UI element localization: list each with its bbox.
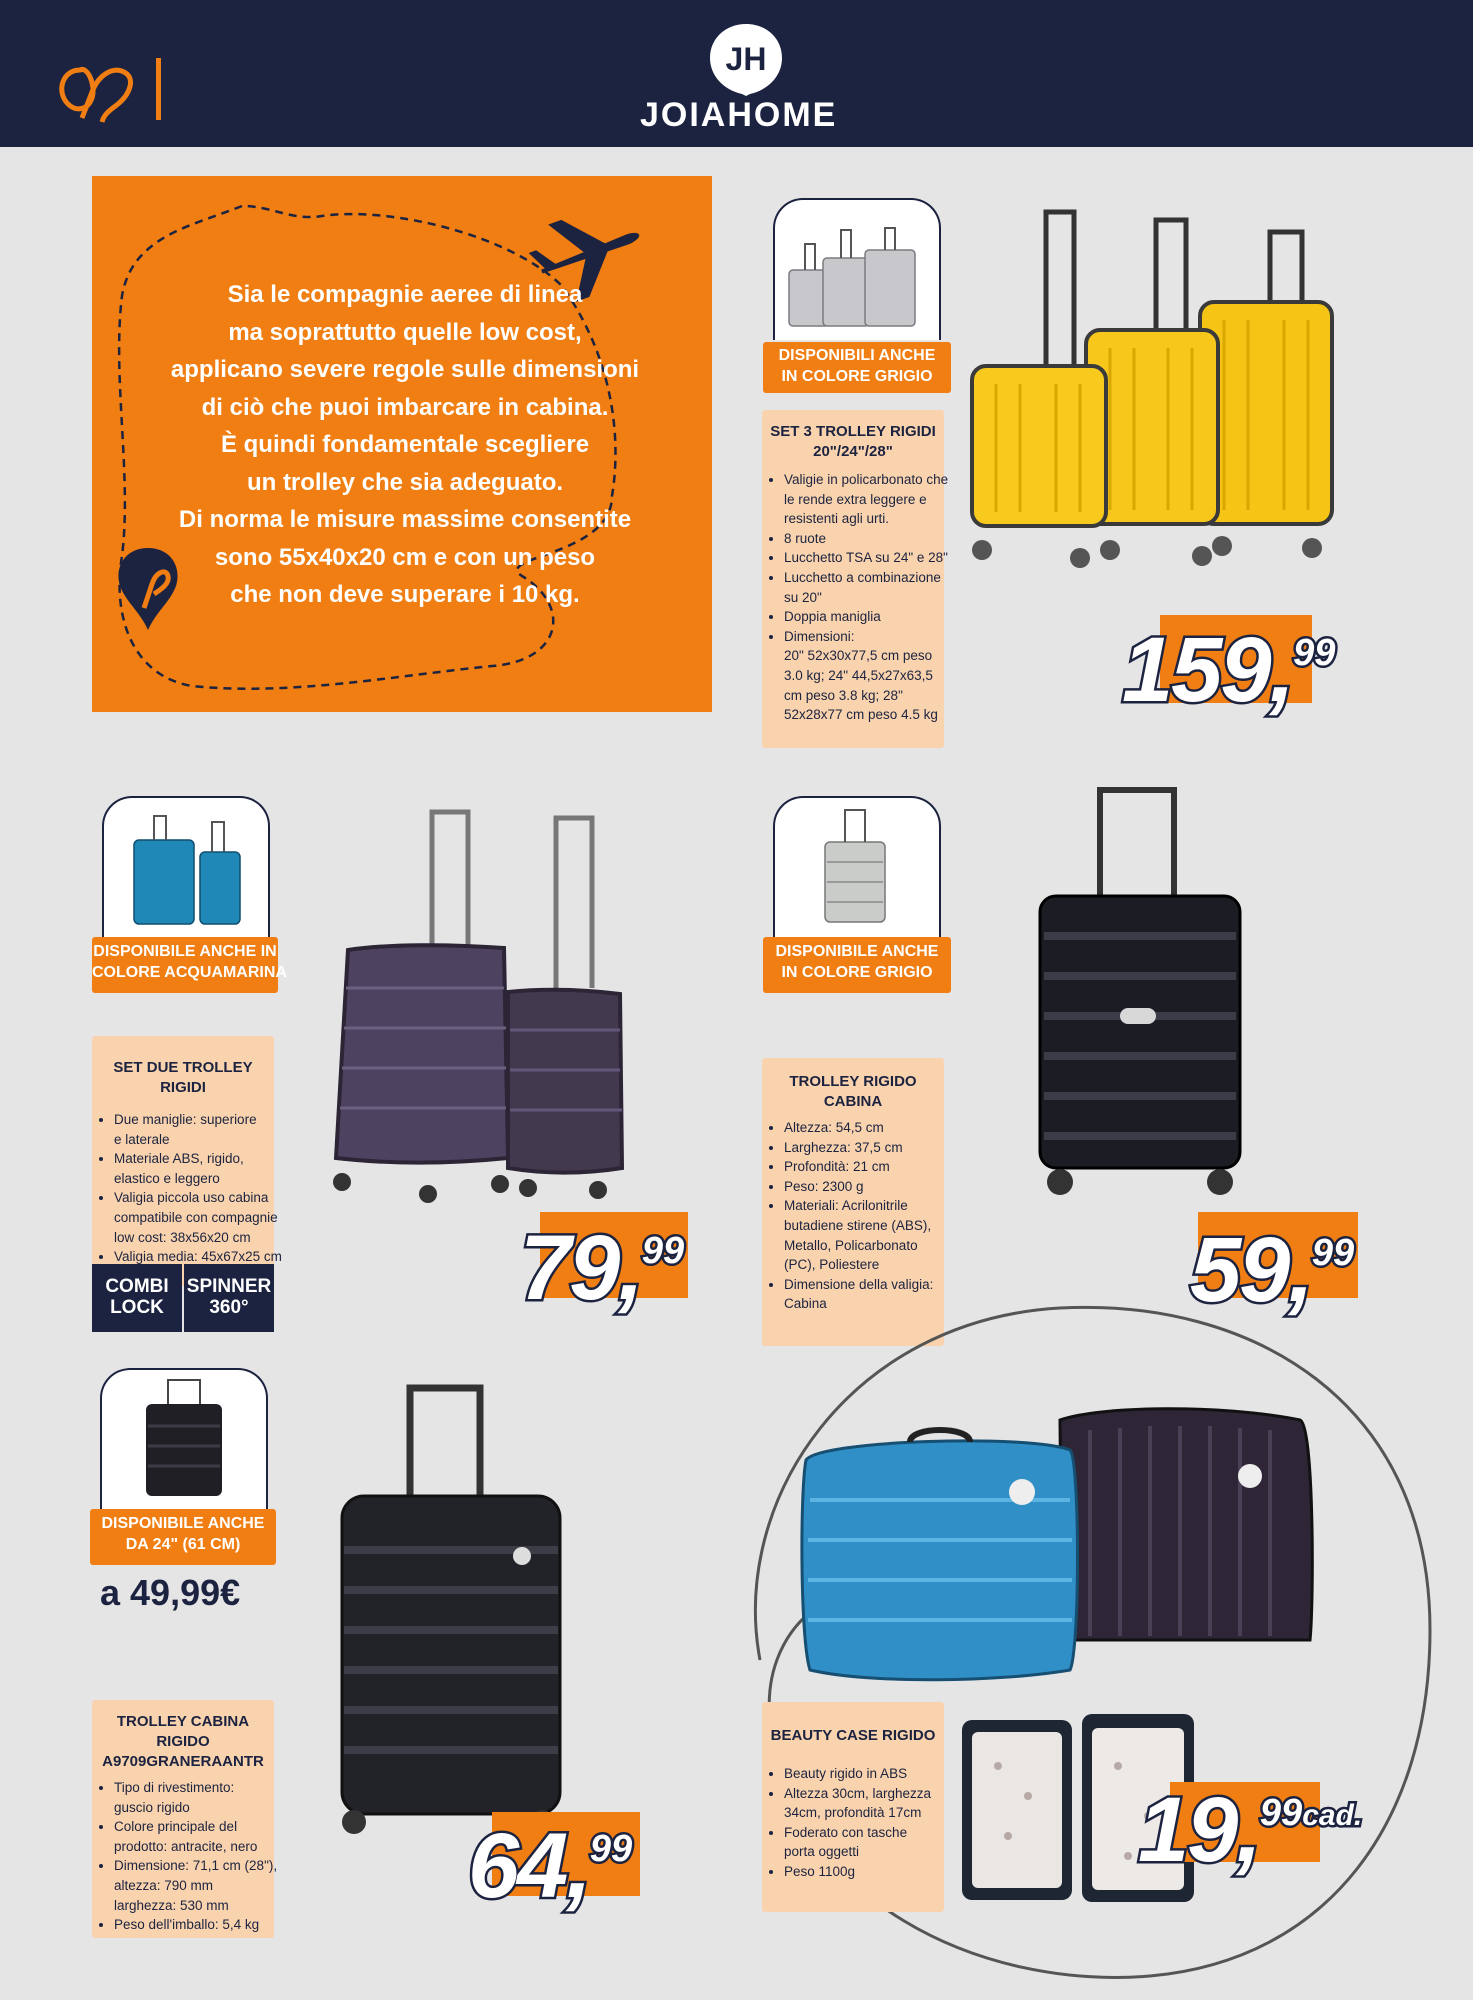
spec-list (762, 1764, 944, 1882)
spec-list (92, 1778, 278, 1935)
badge-spinner: SPINNER 360° (184, 1264, 274, 1332)
spec-line: • Materiale ABS, rigido, (114, 1149, 274, 1169)
spec-title: TROLLEY CABINA RIGIDO (116, 1713, 250, 1750)
spec-line: • Valigie in policarbonato che (784, 470, 944, 490)
spec-line: e laterale (114, 1131, 170, 1147)
spec-line: (PC), Poliestere (784, 1257, 880, 1273)
thumb-set3-grey (773, 198, 941, 340)
promo-line: È quindi fondamentale scegliere (220, 431, 590, 458)
alt-price-a9709: a 49,99€ (100, 1572, 241, 1613)
beauty-case-purple (1060, 1409, 1312, 1640)
spec-line: • Larghezza: 37,5 cm (784, 1138, 944, 1158)
thumb-image (775, 200, 939, 340)
spec-list (92, 1110, 282, 1267)
spec-a9709 (92, 1700, 278, 1938)
spec-line: 20" 52x30x77,5 cm peso (784, 648, 933, 664)
spec-line: 52x28x77 cm peso 4.5 kg (784, 707, 938, 723)
spec-line: porta oggetti (784, 1844, 860, 1860)
spec-line: • Due maniglie: superiore (114, 1110, 274, 1130)
image-set2-purple (328, 808, 628, 1208)
spec-set3 (762, 410, 949, 748)
image-cabina-black (1024, 786, 1244, 1200)
suitcase-small (508, 990, 622, 1173)
promo-line: ma soprattutto quelle low cost, (228, 318, 582, 346)
price-set2: 79,99 (520, 1217, 685, 1319)
spec-line: • Lucchetto TSA su 24" e 28" (784, 548, 944, 568)
spec-line: guscio rigido (114, 1799, 190, 1815)
spec-title: 20"/24"/28" (813, 443, 893, 460)
image-set3-yellow (968, 200, 1368, 580)
beauty-case-blue (802, 1430, 1078, 1680)
location-pin-path-icon (52, 52, 172, 126)
spec-line: altezza: 790 mm (114, 1877, 214, 1893)
thumb-image (775, 798, 939, 938)
spec-line: • Dimensione della valigia: (784, 1275, 944, 1295)
spec-line: Metallo, Policarbonato (784, 1237, 918, 1253)
spec-line: butadiene stirene (ABS), (784, 1217, 932, 1233)
price-cabina: 59,99 (1190, 1219, 1355, 1321)
promo-line: Di norma le misure massime consentite (178, 506, 632, 533)
price-set3: 159,99 (1122, 619, 1336, 721)
spec-line: 3.0 kg; 24" 44,5x27x63,5 (784, 667, 933, 683)
spec-line: cm peso 3.8 kg; 28" (784, 687, 903, 703)
spec-title: SET 3 TROLLEY RIGIDI (770, 423, 936, 440)
spec-line: • Peso 1100g (784, 1862, 944, 1882)
spec-title: A9709GRANERAANTR (102, 1753, 264, 1770)
spec-title: SET DUE TROLLEY RIGIDI (113, 1059, 253, 1096)
spec-line: • Lucchetto a combinazione (784, 568, 944, 588)
spec-line: • Dimensione: 71,1 cm (28"), (114, 1856, 274, 1876)
spec-title: BEAUTY CASE RIGIDO (770, 1727, 936, 1744)
spec-line: le rende extra leggere e (784, 491, 927, 507)
suitcase-small (972, 366, 1106, 526)
spec-line: elastico e leggero (114, 1170, 220, 1186)
feature-badges (92, 1264, 274, 1332)
promo-text (160, 276, 650, 614)
spec-line: resistenti agli urti. (784, 511, 890, 527)
badge-combi-lock: COMBI LOCK (92, 1264, 182, 1332)
spec-line: • Valigia piccola uso cabina (114, 1188, 274, 1208)
promo-line: Sia le compagnie aeree di linea (227, 281, 583, 308)
spec-line: Cabina (784, 1296, 827, 1312)
spec-line: su 20" (784, 589, 822, 605)
spec-title: TROLLEY RIGIDO (789, 1073, 917, 1090)
logo-initials: JH (725, 41, 767, 77)
tag-cabina: DISPONIBILE ANCHE IN COLORE GRIGIO (763, 937, 951, 993)
promo-line: applicano severe regole sulle dimensioni (170, 356, 640, 383)
spec-line: • Altezza: 54,5 cm (784, 1118, 944, 1138)
price-beauty: 19,99cad. (1138, 1779, 1363, 1881)
thumb-image (102, 1370, 266, 1510)
spec-line: 34cm, profondità 17cm (784, 1805, 922, 1821)
image-a9709-black (330, 1380, 570, 1840)
thumb-a9709 (100, 1368, 268, 1510)
spec-line: • Doppia maniglia (784, 607, 944, 627)
spec-list (762, 1118, 944, 1314)
spec-line: low cost: 38x56x20 cm (114, 1229, 251, 1245)
spec-line: • Profondità: 21 cm (784, 1157, 944, 1177)
spec-line: • Valigia media: 45x67x25 cm (114, 1247, 274, 1267)
promo-line: sono 55x40x20 cm e con un peso (214, 543, 596, 571)
spec-line: • Altezza 30cm, larghezza (784, 1784, 944, 1804)
brand-logo-icon (706, 20, 786, 98)
spec-line: • Tipo di rivestimento: (114, 1778, 274, 1798)
promo-line: di ciò che puoi imbarcare in cabina. (201, 393, 609, 421)
spec-list (762, 470, 949, 725)
price-a9709: 64,99 (468, 1815, 633, 1917)
thumb-cabina-grey (773, 796, 941, 938)
spec-line: • Foderato con tasche (784, 1823, 944, 1843)
tag-a9709: DISPONIBILE ANCHE DA 24" (61 CM) (90, 1509, 276, 1565)
promo-line: che non deve superare i 10 kg. (230, 581, 580, 608)
spec-title: CABINA (823, 1093, 883, 1110)
tag-set3: DISPONIBILI ANCHE IN COLORE GRIGIO (763, 342, 951, 393)
spec-line: • Dimensioni: (784, 627, 944, 647)
image-beauty-cases (800, 1400, 1320, 1700)
spec-line: • 8 ruote (784, 529, 944, 549)
spec-beauty (762, 1702, 944, 1912)
spec-line: prodotto: antracite, nero (114, 1838, 258, 1854)
spec-line: larghezza: 530 mm (114, 1897, 229, 1913)
thumb-set2-aqua (102, 796, 270, 938)
spec-line: • Colore principale del (114, 1817, 274, 1837)
spec-line: • Peso: 2300 g (784, 1177, 944, 1197)
spec-line: • Materiali: Acrilonitrile (784, 1196, 944, 1216)
spec-line: • Beauty rigido in ABS (784, 1764, 944, 1784)
brand-name: JOIAHOME (640, 96, 838, 134)
thumb-image (104, 798, 268, 938)
spec-set2 (92, 1036, 282, 1286)
suitcase-medium (336, 945, 508, 1162)
spec-line: compatibile con compagnie (114, 1209, 278, 1225)
tag-set2: DISPONIBILE ANCHE IN COLORE ACQUAMARINA (92, 937, 278, 993)
promo-line: un trolley che sia adeguato. (246, 468, 564, 496)
spec-line: • Peso dell'imballo: 5,4 kg (114, 1915, 274, 1935)
